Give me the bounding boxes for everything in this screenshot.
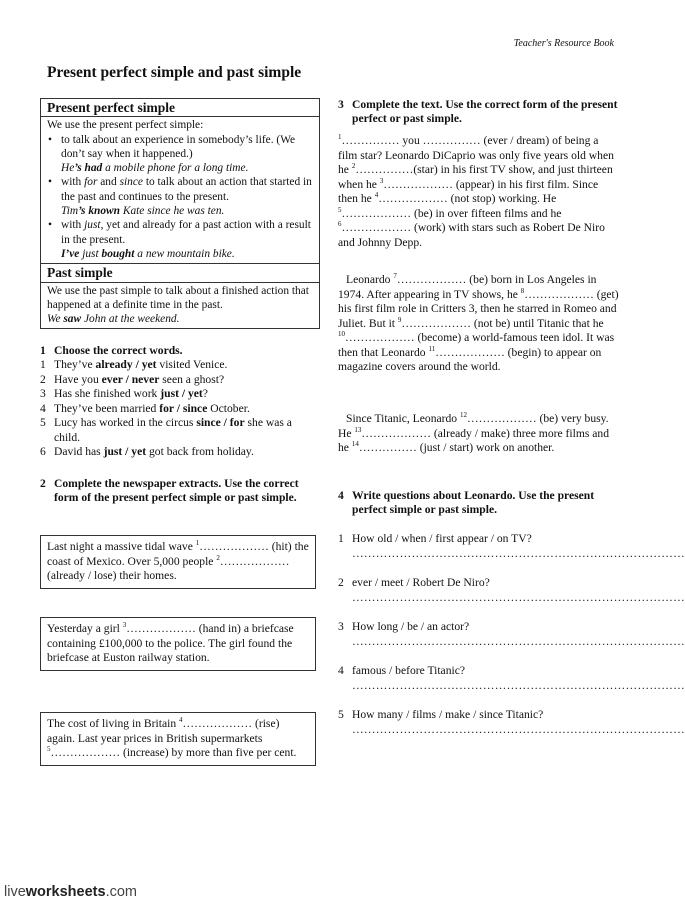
present-perfect-intro: We use the present perfect simple: — [47, 119, 204, 132]
list-item: 2 ever / meet / Robert De Niro? ………………………………………………………………………… — [338, 576, 685, 604]
newspaper-extract-3: The cost of living in Britain $^4$……………… (rise) again. Last year prices in British supermarkets $^5$……………… (increase) by more than five per cent. — [40, 712, 316, 766]
text-paragraph-3: Since Titanic, Leonardo $^{12}$……………… (be) very busy. He $^{13}$……………… (already / make) three more films and he $^{14}$…………… (just / start) work on another. — [338, 411, 610, 454]
answer-line[interactable]: ………………………………………………………………………… — [352, 634, 685, 648]
list-item: 1 How old / when / first appear / on TV? ………………………………………………………………………… — [338, 532, 685, 560]
exercise-4-items — [338, 532, 685, 752]
gap[interactable]: ……………… (hit) the coast of Mexico. Over 5,000 people — [47, 540, 309, 568]
gap[interactable]: ……………… (already / lose) their homes. — [47, 554, 290, 583]
exercise-2-instruction: 2 Complete the newspaper extracts. Use the correct form of the present perfect simple or past simple. — [40, 477, 299, 505]
present-perfect-heading: Present perfect simple — [41, 99, 319, 117]
answer-line[interactable]: ………………………………………………………………………… — [352, 590, 685, 604]
example: Tim’s known Kate since he was ten. — [61, 205, 225, 218]
resource-header: Teacher's Resource Book — [513, 38, 614, 49]
text-paragraph-1: $^1$…………… you …………… (ever / dream) of being a film star? Leonardo DiCaprio was only five years old when he $^2$……………(star) in his first TV show, and just thirteen when he $^3$……………… (appear) in his first film. Since then he $^4$……………… (not stop) working. He $^5$……………… (be) in over fifteen films and he $^6$……………… (work) with stars such as Robert De Niro and Johnny Depp. — [338, 133, 614, 249]
list-item: 6 David has just / yet got back from holiday. — [40, 445, 254, 459]
choice[interactable]: just / yet — [160, 387, 203, 401]
gap[interactable]: ……………… (increase) by more than five per cent. — [50, 746, 297, 760]
exercise-1 — [40, 344, 320, 460]
example: We saw John at the weekend. — [47, 313, 180, 326]
choice[interactable]: ever / never — [101, 372, 160, 386]
list-item: 4 They’ve been married for / since October. — [40, 401, 250, 415]
choice[interactable]: since / for — [196, 416, 245, 430]
use-item: • to talk about an experience in somebody’s life. (We don’t say when it happened.) He’s had a mobile phone for a long time. — [47, 133, 313, 176]
list-item: 3 Has she finished work just / yet? — [40, 387, 208, 401]
gap[interactable]: ……………… (rise) again. Last year prices in British supermarkets — [47, 717, 280, 745]
list-item: 5 How many / films / make / since Titanic? ………………………………………………………………………… — [338, 708, 685, 736]
choice[interactable]: already / yet — [95, 358, 157, 372]
exercise-3-instruction: 3 Complete the text. Use the correct form of the present perfect or past simple. — [338, 98, 618, 126]
past-simple-body: We use the past simple to talk about a finished action that happened at a definite time in the past. We saw John at the weekend. — [41, 283, 319, 329]
gap[interactable]: …………… you …………… (ever / dream) of being a film star? Leonardo DiCaprio was only five years old when he — [338, 134, 614, 176]
use-item: • with for and since to talk about an action that started in the past and continues to the present. Tim’s known Kate since he was ten. — [47, 175, 313, 218]
list-item: 1 They’ve already / yet visited Venice. — [40, 358, 228, 372]
list-item: 3 How long / be / an actor? ………………………………………………………………………… — [338, 620, 685, 648]
answer-line[interactable]: ………………………………………………………………………… — [352, 722, 685, 736]
list-item: 4 famous / before Titanic? ………………………………………………………………………… — [338, 664, 685, 692]
past-simple-heading: Past simple — [41, 264, 319, 282]
newspaper-extract-1: Last night a massive tidal wave $^1$……………… (hit) the coast of Mexico. Over 5,000 people $^2$……………… (already / lose) their homes. — [40, 535, 316, 589]
example: I’ve just bought a new mountain bike. — [61, 247, 235, 260]
use-item: • with just, yet and already for a past action with a result in the present. I’ve just bought a new mountain bike. — [47, 218, 313, 261]
exercise-1-items — [40, 358, 320, 460]
choice[interactable]: just / yet — [103, 445, 147, 459]
grammar-box — [40, 98, 320, 329]
answer-line[interactable]: ………………………………………………………………………… — [352, 678, 685, 692]
exercise-1-instruction: 1 Choose the correct words. — [40, 344, 183, 357]
choice[interactable]: for / since — [159, 401, 208, 415]
text-paragraph-2: Leonardo $^7$……………… (be) born in Los Angeles in 1974. After appearing in TV shows, he $^8$……………… (get) his first film role in Critters 3, then he starred in Romeo and Juliet. But it $^9$……………… (not be) until Titanic that he $^{10}$……………… (become) a world-famous teen idol. It was then that Leonardo $^{11}$……………… (begin) to appear on magazine covers around the world. — [338, 272, 619, 373]
exercise-4-instruction: 4 Write questions about Leonardo. Use the present perfect simple or past simple. — [338, 489, 595, 517]
liveworksheets-logo[interactable]: liveworksheets.com — [4, 884, 137, 900]
present-perfect-uses — [47, 133, 313, 262]
example: He’s had a mobile phone for a long time. — [61, 162, 249, 175]
list-item: 5 Lucy has worked in the circus since / for she was a child. — [40, 416, 292, 444]
newspaper-extract-2: Yesterday a girl $^3$……………… (hand in) a briefcase containing £100,000 to the police. The girl found the briefcase at Euston railway station. — [40, 617, 316, 671]
gap[interactable]: ……………… (hand in) a briefcase containing £100,000 to the police. The girl found the briefcase at Euston railway station. — [47, 622, 294, 665]
present-perfect-body — [41, 117, 319, 264]
list-item: 2 Have you ever / never seen a ghost? — [40, 372, 225, 386]
page-title: Present perfect simple and past simple — [47, 64, 302, 81]
answer-line[interactable]: ………………………………………………………………………… — [352, 546, 685, 560]
